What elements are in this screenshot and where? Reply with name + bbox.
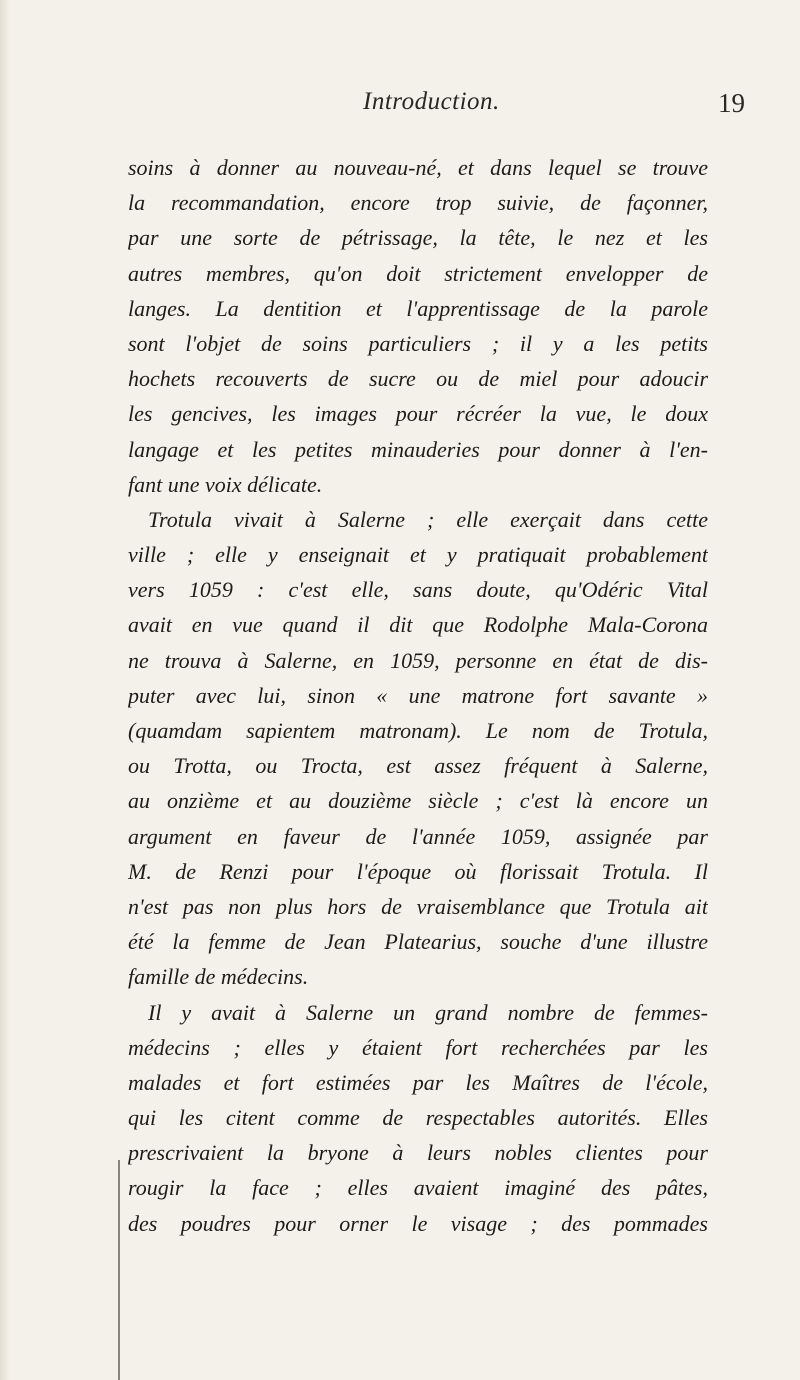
text-line: Trotula vivait à Salerne ; elle exerçait dans cette <box>148 506 708 532</box>
text-line: fant une voix délicate. <box>128 471 323 497</box>
text-line: au onzième et au douzième siècle ; c'est là encore un <box>128 788 708 814</box>
text-line: avait en vue quand il dit que Rodolphe Mala-Corona <box>128 612 708 638</box>
page-edge-shadow <box>0 0 10 1380</box>
text-line: été la femme de Jean Platearius, souche d'une illustre <box>128 929 708 955</box>
text-line: langes. La dentition et l'apprentissage de la parole <box>128 295 708 321</box>
text-line: qui les citent comme de respectables autorités. Elles <box>128 1105 708 1131</box>
page-header <box>0 88 800 128</box>
text-line: ville ; elle y enseignait et y pratiquait probablement <box>128 542 708 568</box>
running-head: Introduction. <box>363 88 500 115</box>
text-line: hochets recouverts de sucre ou de miel pour adoucir <box>128 366 708 392</box>
text-line: malades et fort estimées par les Maîtres de l'école, <box>128 1069 708 1095</box>
text-line: rougir la face ; elles avaient imaginé des pâtes, <box>128 1175 708 1201</box>
text-line: autres membres, qu'on doit strictement envelopper de <box>128 260 708 286</box>
text-line: ou Trotta, ou Trocta, est assez fréquent à Salerne, <box>128 753 708 779</box>
text-line: ne trouva à Salerne, en 1059, personne en état de dis- <box>128 647 708 673</box>
page-number: 19 <box>718 88 745 118</box>
text-line: n'est pas non plus hors de vraisemblance que Trotula ait <box>128 893 708 919</box>
text-line: médecins ; elles y étaient fort recherchées par les <box>128 1034 708 1060</box>
text-line: la recommandation, encore trop suivie, de façonner, <box>128 190 708 216</box>
text-line: sont l'objet de soins particuliers ; il y a les petits <box>128 330 708 356</box>
text-line: par une sorte de pétrissage, la tête, le nez et les <box>128 225 708 251</box>
text-line: Il y avait à Salerne un grand nombre de femmes- <box>148 999 708 1025</box>
text-line: M. de Renzi pour l'époque où florissait Trotula. Il <box>128 858 708 884</box>
text-line: langage et les petites minauderies pour donner à l'en- <box>128 436 708 462</box>
text-line: prescrivaient la bryone à leurs nobles clientes pour <box>128 1140 708 1166</box>
margin-rule <box>118 1160 120 1380</box>
text-line: soins à donner au nouveau-né, et dans lequel se trouve <box>128 155 708 180</box>
text-line: (quamdam sapientem matronam). Le nom de Trotula, <box>128 718 708 743</box>
text-line: puter avec lui, sinon « une matrone fort savante » <box>128 682 708 708</box>
text-line: argument en faveur de l'année 1059, assignée par <box>128 823 708 849</box>
text-line: les gencives, les images pour récréer la vue, le doux <box>128 401 708 427</box>
body-text <box>128 150 708 1241</box>
text-line: vers 1059 : c'est elle, sans doute, qu'Odéric Vital <box>128 577 708 603</box>
text-line: famille de médecins. <box>128 964 309 990</box>
text-line: des poudres pour orner le visage ; des pommades <box>128 1210 708 1236</box>
